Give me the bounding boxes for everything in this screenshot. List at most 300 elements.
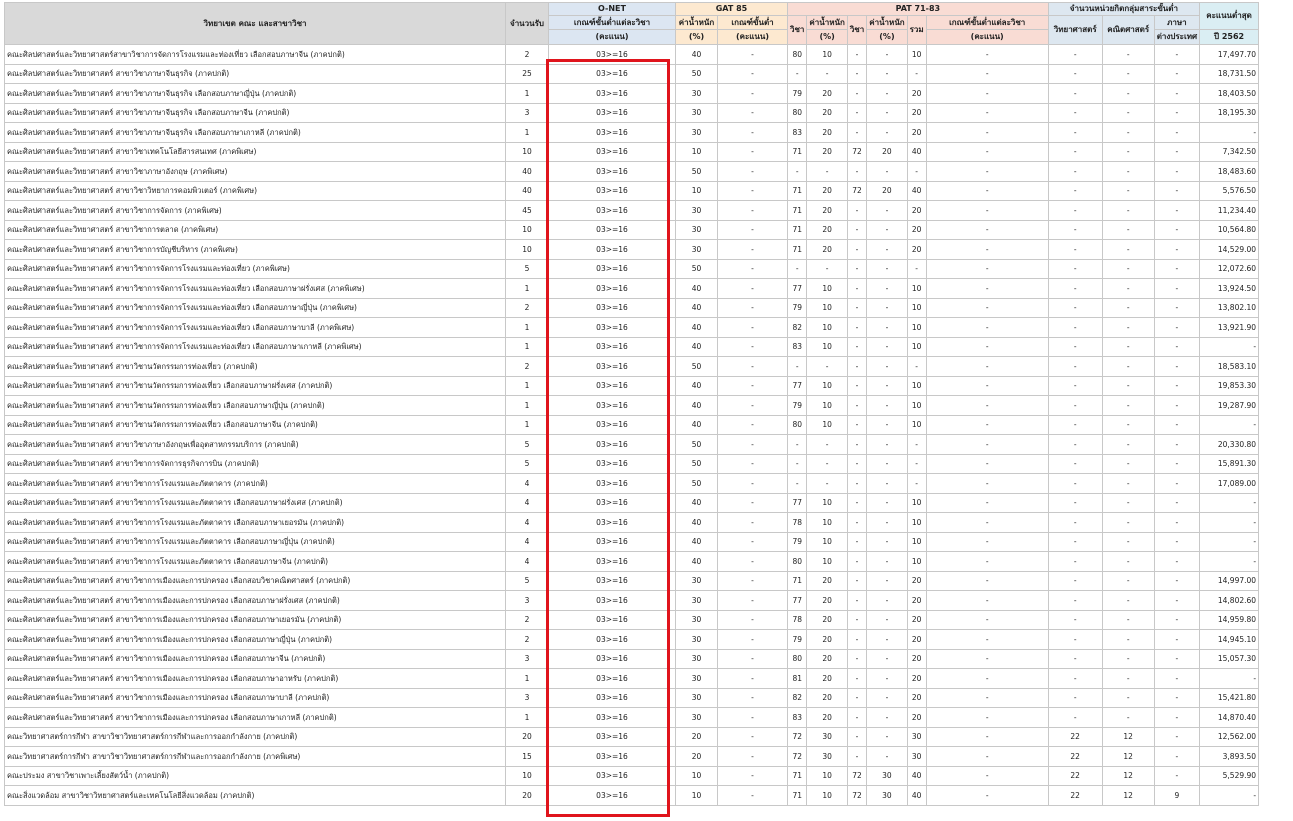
cell-science-units: - — [1048, 84, 1102, 104]
cell-language-units: - — [1154, 318, 1199, 338]
cell-program-name: คณะศิลปศาสตร์และวิทยาศาสตร์ สาขาวิชาการโรงแรมและภัตตาคาร เลือกสอบภาษาจีน (ภาคปกติ) — [5, 552, 506, 572]
cell-program-name: คณะศิลปศาสตร์และวิทยาศาสตร์ สาขาวิชานวัตกรรมการท่องเที่ยว เลือกสอบภาษาจีน (ภาคปกติ) — [5, 415, 506, 435]
cell-pat-subject-2: - — [847, 415, 866, 435]
cell-pat-weight-2: - — [867, 688, 907, 708]
cell-gat-min: - — [718, 318, 788, 338]
cell-science-units: 22 — [1048, 786, 1102, 806]
table-row — [5, 532, 1259, 552]
cell-math-units: - — [1102, 84, 1154, 104]
cell-gat-min: - — [718, 337, 788, 357]
cell-onet-min: 03>=16 — [549, 610, 676, 630]
cell-science-units: - — [1048, 688, 1102, 708]
cell-pat-weight-1: 20 — [807, 84, 847, 104]
cell-language-units: - — [1154, 201, 1199, 221]
cell-gat-weight: 30 — [676, 591, 718, 611]
cell-gat-min: - — [718, 591, 788, 611]
cell-onet-min: 03>=16 — [549, 279, 676, 299]
cell-pat-weight-2: - — [867, 532, 907, 552]
header-gat-unit: (คะแนน) — [718, 30, 788, 45]
cell-pat-subject-1: 79 — [788, 532, 807, 552]
cell-science-units: - — [1048, 45, 1102, 65]
cell-pat-weight-1: 20 — [807, 220, 847, 240]
cell-quota: 3 — [506, 591, 549, 611]
cell-min-score-2562: 13,924.50 — [1200, 279, 1259, 299]
cell-language-units: - — [1154, 454, 1199, 474]
cell-min-score-2562: 3,893.50 — [1200, 747, 1259, 767]
cell-language-units: - — [1154, 240, 1199, 260]
cell-pat-subject-1: 71 — [788, 571, 807, 591]
cell-program-name: คณะศิลปศาสตร์และวิทยาศาสตร์ สาขาวิชาการบัญชีบริหาร (ภาคพิเศษ) — [5, 240, 506, 260]
cell-pat-subject-2: 72 — [847, 766, 866, 786]
cell-pat-weight-2: - — [867, 610, 907, 630]
cell-pat-total: 10 — [907, 318, 926, 338]
cell-gat-min: - — [718, 766, 788, 786]
table-row — [5, 649, 1259, 669]
cell-onet-min: 03>=16 — [549, 84, 676, 104]
cell-pat-total: 20 — [907, 649, 926, 669]
cell-pat-subject-2: 72 — [847, 786, 866, 806]
cell-gat-weight: 40 — [676, 415, 718, 435]
header-gat-weight: ค่าน้ำหนัก — [676, 16, 718, 30]
header-pat-subject-2: วิชา — [847, 16, 866, 45]
cell-pat-subject-1: 72 — [788, 727, 807, 747]
cell-onet-min: 03>=16 — [549, 318, 676, 338]
cell-pat-min: - — [926, 240, 1048, 260]
cell-pat-min: - — [926, 357, 1048, 377]
cell-onet-min: 03>=16 — [549, 162, 676, 182]
cell-math-units: - — [1102, 142, 1154, 162]
cell-pat-subject-2: - — [847, 298, 866, 318]
table-row — [5, 552, 1259, 572]
cell-pat-subject-2: - — [847, 630, 866, 650]
cell-science-units: - — [1048, 376, 1102, 396]
cell-pat-weight-2: - — [867, 669, 907, 689]
header-lang-a: ภาษา — [1154, 16, 1199, 30]
cell-gat-weight: 30 — [676, 123, 718, 143]
cell-pat-weight-2: - — [867, 727, 907, 747]
cell-pat-total: 20 — [907, 103, 926, 123]
table-row — [5, 786, 1259, 806]
cell-onet-min: 03>=16 — [549, 552, 676, 572]
cell-pat-weight-2: - — [867, 454, 907, 474]
cell-gat-min: - — [718, 435, 788, 455]
cell-min-score-2562: 7,342.50 — [1200, 142, 1259, 162]
cell-language-units: - — [1154, 649, 1199, 669]
cell-quota: 1 — [506, 318, 549, 338]
cell-program-name: คณะศิลปศาสตร์และวิทยาศาสตร์ สาขาวิชาการโรงแรมและภัตตาคาร เลือกสอบภาษาเยอรมัน (ภาคปกติ) — [5, 513, 506, 533]
cell-pat-min: - — [926, 591, 1048, 611]
cell-quota: 40 — [506, 181, 549, 201]
cell-pat-weight-2: - — [867, 649, 907, 669]
cell-pat-total: 20 — [907, 669, 926, 689]
cell-pat-total: - — [907, 357, 926, 377]
cell-onet-min: 03>=16 — [549, 376, 676, 396]
cell-pat-weight-2: - — [867, 357, 907, 377]
cell-pat-min: - — [926, 766, 1048, 786]
cell-pat-min: - — [926, 435, 1048, 455]
cell-quota: 1 — [506, 669, 549, 689]
cell-pat-total: 20 — [907, 571, 926, 591]
cell-pat-subject-1: 77 — [788, 376, 807, 396]
cell-language-units: - — [1154, 493, 1199, 513]
cell-pat-total: 40 — [907, 181, 926, 201]
cell-program-name: คณะศิลปศาสตร์และวิทยาศาสตร์ สาขาวิชาการตลาด (ภาคพิเศษ) — [5, 220, 506, 240]
cell-pat-weight-1: 20 — [807, 571, 847, 591]
cell-science-units: 22 — [1048, 747, 1102, 767]
cell-program-name: คณะศิลปศาสตร์และวิทยาศาสตร์ สาขาวิชาการโรงแรมและภัตตาคาร เลือกสอบภาษาญี่ปุ่น (ภาคปกติ) — [5, 532, 506, 552]
cell-pat-weight-1: 20 — [807, 181, 847, 201]
cell-language-units: - — [1154, 688, 1199, 708]
cell-quota: 15 — [506, 747, 549, 767]
cell-pat-weight-1: - — [807, 454, 847, 474]
cell-min-score-2562: - — [1200, 513, 1259, 533]
table-row — [5, 435, 1259, 455]
cell-language-units: - — [1154, 279, 1199, 299]
cell-quota: 5 — [506, 435, 549, 455]
cell-pat-min: - — [926, 220, 1048, 240]
cell-program-name: คณะศิลปศาสตร์และวิทยาศาสตร์ สาขาวิชานวัตกรรมการท่องเที่ยว (ภาคปกติ) — [5, 357, 506, 377]
cell-math-units: - — [1102, 610, 1154, 630]
cell-min-score-2562: 18,403.50 — [1200, 84, 1259, 104]
cell-gat-weight: 10 — [676, 786, 718, 806]
cell-pat-subject-1: 71 — [788, 142, 807, 162]
header-gat: GAT 85 — [676, 3, 788, 16]
cell-pat-min: - — [926, 552, 1048, 572]
cell-pat-subject-2: - — [847, 396, 866, 416]
cell-language-units: - — [1154, 630, 1199, 650]
cell-pat-subject-1: 71 — [788, 201, 807, 221]
table-row — [5, 454, 1259, 474]
cell-pat-weight-1: 10 — [807, 532, 847, 552]
cell-pat-subject-1: 83 — [788, 123, 807, 143]
cell-gat-weight: 30 — [676, 103, 718, 123]
table-row — [5, 571, 1259, 591]
cell-pat-subject-1: 72 — [788, 747, 807, 767]
cell-pat-subject-1: 79 — [788, 396, 807, 416]
cell-pat-total: 20 — [907, 708, 926, 728]
cell-pat-weight-2: - — [867, 279, 907, 299]
cell-program-name: คณะศิลปศาสตร์และวิทยาศาสตร์ สาขาวิชาการเมืองและการปกครอง เลือกสอบภาษาฝรั่งเศส (ภาคปกติ) — [5, 591, 506, 611]
cell-pat-subject-1: 80 — [788, 103, 807, 123]
cell-math-units: - — [1102, 220, 1154, 240]
table-row — [5, 357, 1259, 377]
cell-program-name: คณะศิลปศาสตร์และวิทยาศาสตร์ สาขาวิชาการโรงแรมและภัตตาคาร เลือกสอบภาษาฝรั่งเศส (ภาคปกติ) — [5, 493, 506, 513]
cell-math-units: - — [1102, 298, 1154, 318]
cell-language-units: - — [1154, 552, 1199, 572]
cell-gat-min: - — [718, 240, 788, 260]
cell-math-units: - — [1102, 532, 1154, 552]
cell-gat-min: - — [718, 727, 788, 747]
cell-onet-min: 03>=16 — [549, 708, 676, 728]
cell-pat-weight-1: 10 — [807, 415, 847, 435]
cell-pat-subject-2: - — [847, 337, 866, 357]
cell-pat-min: - — [926, 747, 1048, 767]
cell-pat-total: 10 — [907, 552, 926, 572]
cell-pat-total: 30 — [907, 747, 926, 767]
cell-onet-min: 03>=16 — [549, 103, 676, 123]
cell-gat-weight: 50 — [676, 357, 718, 377]
table-row — [5, 162, 1259, 182]
cell-science-units: - — [1048, 298, 1102, 318]
cell-pat-weight-1: 20 — [807, 708, 847, 728]
cell-pat-subject-1: 80 — [788, 552, 807, 572]
cell-math-units: - — [1102, 649, 1154, 669]
cell-math-units: - — [1102, 396, 1154, 416]
cell-language-units: - — [1154, 747, 1199, 767]
cell-gat-weight: 30 — [676, 201, 718, 221]
cell-math-units: - — [1102, 201, 1154, 221]
cell-pat-min: - — [926, 64, 1048, 84]
cell-pat-subject-1: 71 — [788, 766, 807, 786]
cell-math-units: - — [1102, 162, 1154, 182]
cell-quota: 4 — [506, 493, 549, 513]
cell-math-units: - — [1102, 708, 1154, 728]
cell-gat-min: - — [718, 610, 788, 630]
cell-pat-min: - — [926, 493, 1048, 513]
cell-min-score-2562: 18,195.30 — [1200, 103, 1259, 123]
cell-language-units: - — [1154, 64, 1199, 84]
header-pat-total: รวม — [907, 16, 926, 45]
cell-pat-total: 30 — [907, 727, 926, 747]
cell-gat-weight: 40 — [676, 532, 718, 552]
cell-pat-min: - — [926, 513, 1048, 533]
cell-pat-weight-1: 20 — [807, 123, 847, 143]
cell-pat-subject-2: - — [847, 454, 866, 474]
cell-pat-min: - — [926, 103, 1048, 123]
cell-min-score-2562: - — [1200, 669, 1259, 689]
cell-min-score-2562: - — [1200, 337, 1259, 357]
cell-pat-subject-1: - — [788, 357, 807, 377]
cell-pat-weight-1: 20 — [807, 103, 847, 123]
cell-gat-weight: 40 — [676, 45, 718, 65]
table-row — [5, 318, 1259, 338]
cell-quota: 10 — [506, 766, 549, 786]
cell-gat-weight: 50 — [676, 474, 718, 494]
cell-pat-subject-2: 72 — [847, 181, 866, 201]
cell-pat-min: - — [926, 337, 1048, 357]
cell-science-units: - — [1048, 103, 1102, 123]
table-row — [5, 630, 1259, 650]
cell-min-score-2562: 15,057.30 — [1200, 649, 1259, 669]
cell-science-units: - — [1048, 142, 1102, 162]
cell-min-score-2562: 15,891.30 — [1200, 454, 1259, 474]
cell-gat-min: - — [718, 298, 788, 318]
cell-program-name: คณะศิลปศาสตร์และวิทยาศาสตร์ สาขาวิชาการจัดการโรงแรมและท่องเที่ยว เลือกสอบภาษาญี่ปุ่น (ภาคพิเศษ) — [5, 298, 506, 318]
cell-pat-subject-1: 71 — [788, 786, 807, 806]
cell-math-units: 12 — [1102, 786, 1154, 806]
cell-science-units: - — [1048, 669, 1102, 689]
cell-science-units: - — [1048, 123, 1102, 143]
table-row — [5, 688, 1259, 708]
cell-program-name: คณะศิลปศาสตร์และวิทยาศาสตร์ สาขาวิชาการจัดการ (ภาคพิเศษ) — [5, 201, 506, 221]
cell-onet-min: 03>=16 — [549, 727, 676, 747]
cell-pat-weight-1: - — [807, 162, 847, 182]
cell-pat-subject-2: - — [847, 669, 866, 689]
cell-science-units: - — [1048, 610, 1102, 630]
cell-pat-weight-1: 20 — [807, 201, 847, 221]
cell-quota: 3 — [506, 649, 549, 669]
cell-quota: 1 — [506, 376, 549, 396]
cell-gat-weight: 40 — [676, 552, 718, 572]
cell-pat-min: - — [926, 786, 1048, 806]
cell-gat-weight: 10 — [676, 181, 718, 201]
cell-gat-min: - — [718, 474, 788, 494]
cell-pat-subject-1: 79 — [788, 84, 807, 104]
cell-pat-weight-2: - — [867, 591, 907, 611]
cell-program-name: คณะศิลปศาสตร์และวิทยาศาสตร์ สาขาวิชาการจัดการโรงแรมและท่องเที่ยว เลือกสอบภาษาเกาหลี (ภาคพิเศษ) — [5, 337, 506, 357]
cell-gat-weight: 50 — [676, 259, 718, 279]
cell-pat-min: - — [926, 123, 1048, 143]
cell-quota: 20 — [506, 786, 549, 806]
cell-language-units: - — [1154, 337, 1199, 357]
cell-gat-min: - — [718, 64, 788, 84]
header-quota: จำนวนรับ — [506, 3, 549, 45]
cell-gat-min: - — [718, 103, 788, 123]
cell-pat-min: - — [926, 708, 1048, 728]
cell-min-score-2562: 14,945.10 — [1200, 630, 1259, 650]
cell-min-score-2562: 19,287.90 — [1200, 396, 1259, 416]
cell-gat-min: - — [718, 259, 788, 279]
cell-quota: 3 — [506, 103, 549, 123]
cell-pat-min: - — [926, 181, 1048, 201]
header-science: วิทยาศาสตร์ — [1048, 16, 1102, 45]
cell-gat-min: - — [718, 84, 788, 104]
cell-language-units: - — [1154, 259, 1199, 279]
cell-science-units: - — [1048, 552, 1102, 572]
cell-pat-weight-2: - — [867, 64, 907, 84]
cell-onet-min: 03>=16 — [549, 337, 676, 357]
table-row — [5, 747, 1259, 767]
cell-math-units: - — [1102, 454, 1154, 474]
table-row — [5, 669, 1259, 689]
cell-pat-subject-1: 82 — [788, 318, 807, 338]
cell-pat-total: 10 — [907, 45, 926, 65]
cell-gat-weight: 50 — [676, 162, 718, 182]
cell-pat-total: 20 — [907, 84, 926, 104]
cell-onet-min: 03>=16 — [549, 766, 676, 786]
cell-gat-weight: 30 — [676, 649, 718, 669]
table-row — [5, 103, 1259, 123]
table-row — [5, 45, 1259, 65]
cell-quota: 5 — [506, 454, 549, 474]
cell-quota: 4 — [506, 474, 549, 494]
cell-pat-subject-1: 83 — [788, 337, 807, 357]
header-pat-subject-1: วิชา — [788, 16, 807, 45]
cell-gat-min: - — [718, 688, 788, 708]
cell-language-units: - — [1154, 220, 1199, 240]
cell-pat-weight-2: - — [867, 259, 907, 279]
cell-gat-min: - — [718, 708, 788, 728]
cell-language-units: - — [1154, 513, 1199, 533]
cell-pat-total: 20 — [907, 201, 926, 221]
cell-pat-min: - — [926, 727, 1048, 747]
cell-quota: 1 — [506, 396, 549, 416]
cell-pat-total: - — [907, 162, 926, 182]
cell-pat-min: - — [926, 201, 1048, 221]
cell-science-units: 22 — [1048, 727, 1102, 747]
cell-pat-total: 20 — [907, 240, 926, 260]
cell-math-units: - — [1102, 103, 1154, 123]
cell-math-units: - — [1102, 64, 1154, 84]
header-pat-percent-2: (%) — [867, 30, 907, 45]
cell-gat-min: - — [718, 45, 788, 65]
cell-pat-subject-2: - — [847, 357, 866, 377]
cell-pat-weight-1: 20 — [807, 688, 847, 708]
table-row — [5, 493, 1259, 513]
cell-program-name: คณะศิลปศาสตร์และวิทยาศาสตร์ สาขาวิชาภาษาจีนธุรกิจ เลือกสอบภาษาจีน (ภาคปกติ) — [5, 103, 506, 123]
cell-min-score-2562: 12,072.60 — [1200, 259, 1259, 279]
cell-pat-weight-2: - — [867, 162, 907, 182]
cell-quota: 1 — [506, 415, 549, 435]
cell-min-score-2562: 13,921.90 — [1200, 318, 1259, 338]
cell-language-units: - — [1154, 123, 1199, 143]
cell-pat-subject-1: 82 — [788, 688, 807, 708]
cell-min-score-2562: 5,529.90 — [1200, 766, 1259, 786]
cell-pat-weight-2: - — [867, 337, 907, 357]
cell-pat-subject-2: - — [847, 474, 866, 494]
cell-quota: 10 — [506, 240, 549, 260]
cell-min-score-2562: 12,562.00 — [1200, 727, 1259, 747]
cell-min-score-2562: 20,330.80 — [1200, 435, 1259, 455]
cell-math-units: - — [1102, 571, 1154, 591]
cell-pat-subject-2: - — [847, 84, 866, 104]
cell-onet-min: 03>=16 — [549, 532, 676, 552]
cell-language-units: - — [1154, 669, 1199, 689]
cell-gat-min: - — [718, 493, 788, 513]
cell-quota: 5 — [506, 259, 549, 279]
cell-pat-subject-1: 80 — [788, 415, 807, 435]
cell-pat-total: 10 — [907, 337, 926, 357]
cell-science-units: - — [1048, 396, 1102, 416]
cell-pat-weight-2: - — [867, 45, 907, 65]
cell-program-name: คณะศิลปศาสตร์และวิทยาศาสตร์ สาขาวิชาการจัดการโรงแรมและท่องเที่ยว (ภาคพิเศษ) — [5, 259, 506, 279]
cell-language-units: - — [1154, 84, 1199, 104]
cell-gat-weight: 40 — [676, 279, 718, 299]
cell-pat-weight-2: 30 — [867, 786, 907, 806]
cell-pat-min: - — [926, 649, 1048, 669]
cell-min-score-2562: 14,802.60 — [1200, 591, 1259, 611]
table-row — [5, 766, 1259, 786]
cell-program-name: คณะศิลปศาสตร์และวิทยาศาสตร์ สาขาวิชาภาษาจีนธุรกิจ เลือกสอบภาษาเกาหลี (ภาคปกติ) — [5, 123, 506, 143]
cell-pat-subject-1: 71 — [788, 240, 807, 260]
cell-pat-total: - — [907, 454, 926, 474]
cell-pat-total: 20 — [907, 688, 926, 708]
cell-gat-min: - — [718, 123, 788, 143]
cell-language-units: - — [1154, 591, 1199, 611]
table-row — [5, 727, 1259, 747]
cell-pat-weight-2: - — [867, 103, 907, 123]
cell-min-score-2562: 15,421.80 — [1200, 688, 1259, 708]
cell-min-score-2562: - — [1200, 552, 1259, 572]
cell-science-units: 22 — [1048, 766, 1102, 786]
cell-pat-weight-2: - — [867, 318, 907, 338]
cell-pat-min: - — [926, 532, 1048, 552]
cell-language-units: 9 — [1154, 786, 1199, 806]
cell-pat-weight-1: 20 — [807, 649, 847, 669]
cell-science-units: - — [1048, 591, 1102, 611]
cell-pat-min: - — [926, 279, 1048, 299]
cell-math-units: - — [1102, 688, 1154, 708]
cell-pat-weight-1: 10 — [807, 337, 847, 357]
cell-pat-min: - — [926, 162, 1048, 182]
cell-pat-weight-1: 10 — [807, 786, 847, 806]
cell-pat-min: - — [926, 415, 1048, 435]
cell-gat-min: - — [718, 376, 788, 396]
header-year: ปี 2562 — [1200, 30, 1259, 45]
cell-onet-min: 03>=16 — [549, 259, 676, 279]
cell-pat-subject-2: - — [847, 123, 866, 143]
cell-onet-min: 03>=16 — [549, 571, 676, 591]
